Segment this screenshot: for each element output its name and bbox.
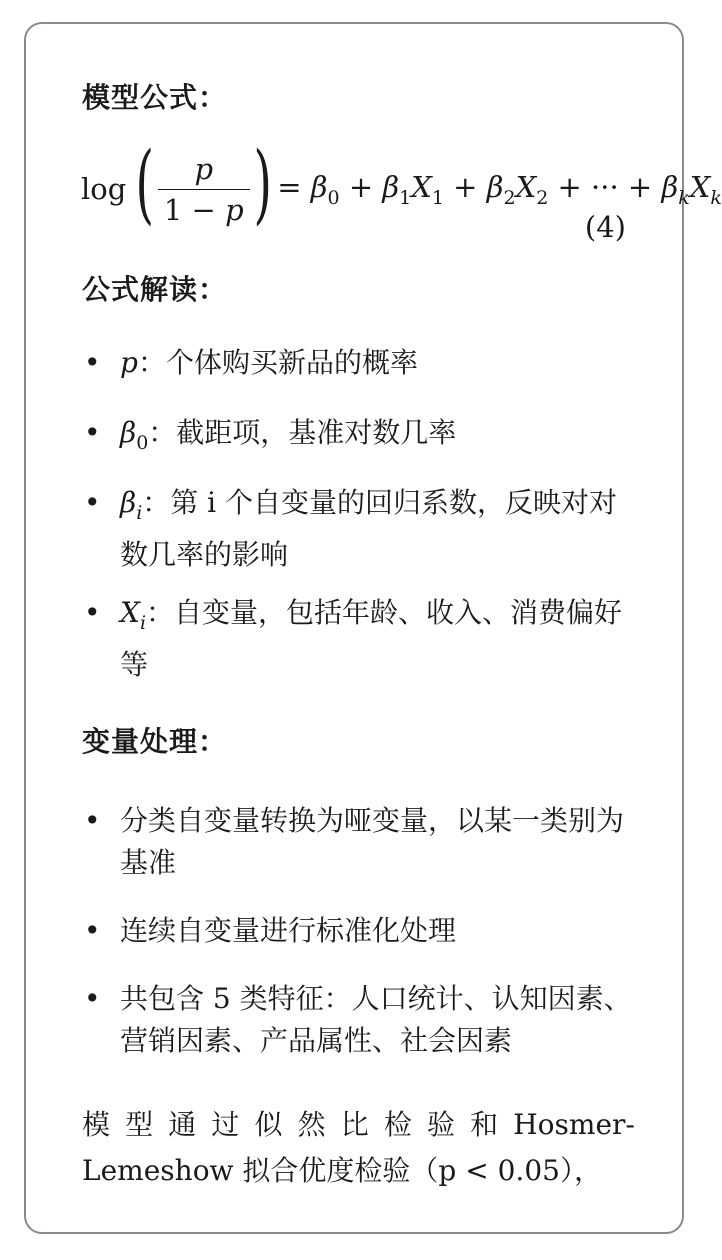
- formula-log: log: [81, 172, 127, 206]
- formula-denominator: 1 − p: [158, 189, 250, 227]
- formula-numerator: p: [194, 151, 214, 186]
- bullet-dot-icon: •: [84, 804, 101, 837]
- formula-fraction: [158, 152, 250, 227]
- formula-right-paren: ): [253, 134, 272, 234]
- bullet-dot-icon: •: [84, 982, 101, 1015]
- bullet-dot-icon: •: [84, 346, 101, 379]
- paragraph-line-1: 模 型 通 过 似 然 比 检 验 和 Hosmer-: [82, 1108, 635, 1141]
- bullet-dot-icon: •: [84, 596, 101, 629]
- section-heading-variable-processing: 变量处理：: [82, 725, 228, 758]
- bullet-dot-icon: •: [84, 416, 101, 449]
- bullet-dot-icon: •: [84, 486, 101, 519]
- bullet-dot-icon: •: [84, 914, 101, 947]
- formula-rhs: = $\beta_0 + \beta_1X_1 + \beta_2X_2$ + ··· + $\beta_kX_k$: [277, 169, 722, 209]
- equation-number: (4): [584, 210, 626, 244]
- body-paragraph: [82, 1102, 635, 1194]
- paragraph-line-2: Lemeshow 拟合优度检验（p < 0.05），: [82, 1154, 602, 1187]
- section-heading-formula-explanation: 公式解读：: [82, 273, 228, 306]
- content-card: 模型公式： log ( $\frac{p}{1 - p}$ ) = $\beta_0 + \beta_1X_1 + \beta_2X_2$ + ··· + $\beta_kX_k$ (4) 公式解读： • p：个体购买新品的概率 • $\beta_0$：截距项，基准对数几率 • $\beta_i$：第 i 个自变量的回归系数，反映对对数几率的影响 • $X_i$：自变量，包括年龄、收入、消费偏好等 变量处理： • 分类自变量转换为哑变量，以某一类别为基准 • 连续自变量进行标准化处理 • 共包含 5 类特征：人口统计、认知因素、营销因素、产品属性、社会因素 模 型 通 过 似 然 比 检 验 和 Hosmer- Lemeshow 拟合优度检验（p < 0.05），: [24, 22, 684, 1234]
- formula-left-paren: (: [135, 134, 155, 234]
- section-heading-model-formula: 模型公式：: [82, 81, 228, 114]
